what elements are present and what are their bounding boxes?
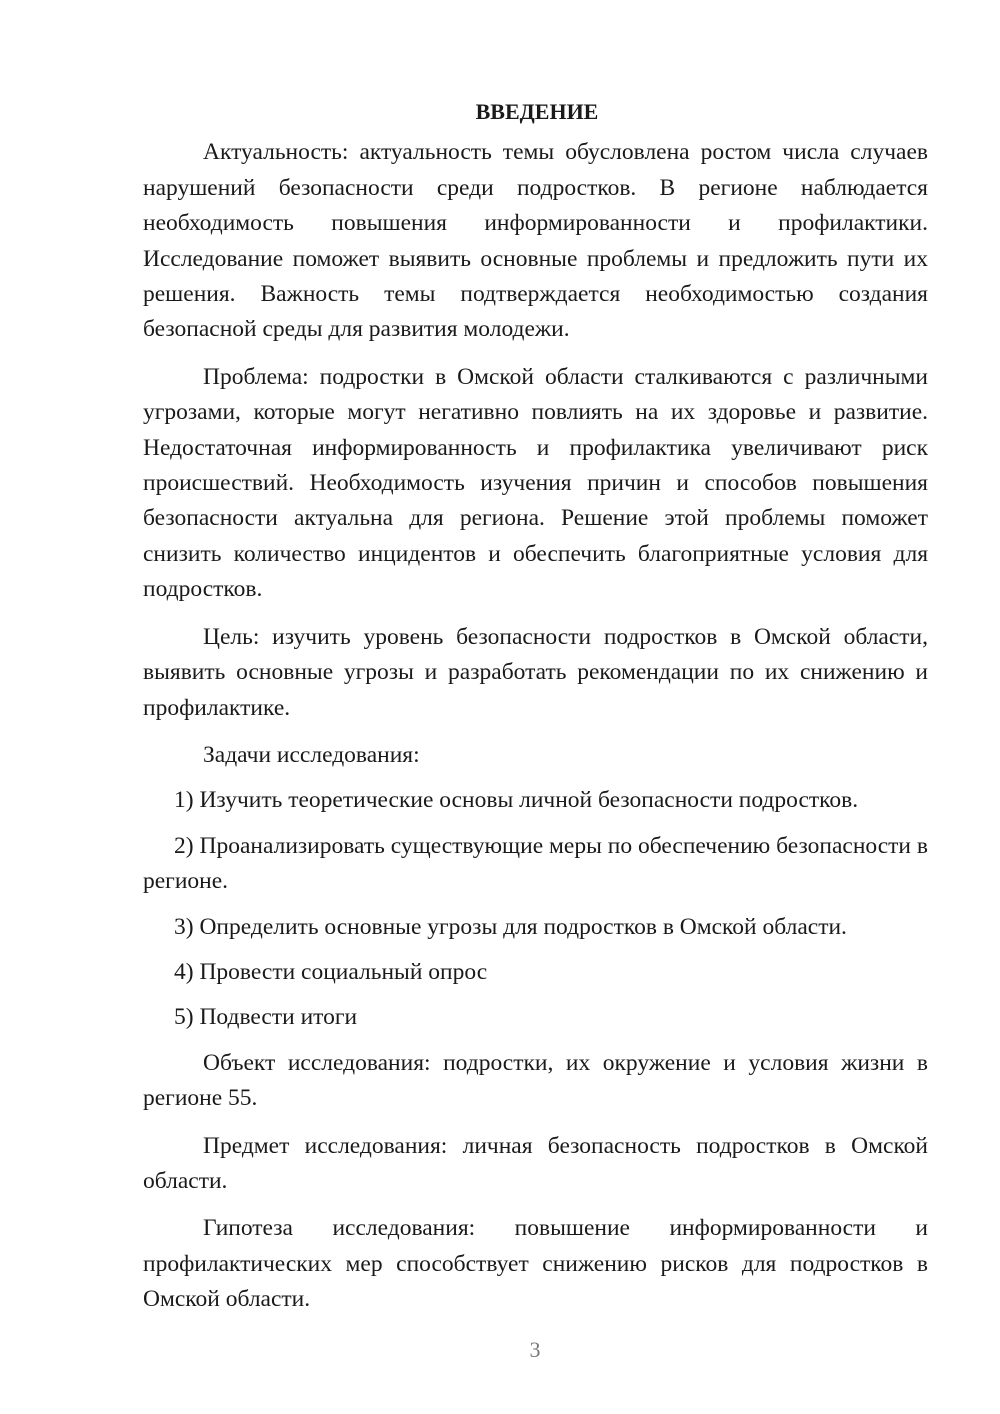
task-item: 5) Подвести итоги xyxy=(174,1004,358,1031)
paragraph-subject: Предмет исследования: личная безопасность подростков в Омской области. xyxy=(143,1132,928,1194)
section-title: ВВЕДЕНИЕ xyxy=(475,99,599,124)
paragraph-object: Объект исследования: подростки, их окружение и условия жизни в регионе 55. xyxy=(143,1049,928,1112)
task-item: 4) Провести социальный опрос xyxy=(174,958,488,985)
page-number: 3 xyxy=(529,1337,541,1362)
tasks-heading: Задачи исследования: xyxy=(203,741,420,768)
paragraph-problem: Проблема: подростки в Омской области сталкиваются с различными угрозами, которые могут негативно повлиять на их здоровье и развитие. Недостаточная информированность и профилактика увеличивают риск происшествий. Необходимость изучения причин и способов повышения безопасности актуальна для региона. Решение этой проблемы поможет снизить количество инцидентов и обеспечить благоприятные условия для подростков. xyxy=(143,363,928,603)
paragraph-relevance: Актуальность: актуальность темы обусловлена ростом числа случаев нарушений безопасности среди подростков. В регионе наблюдается необходимость повышения информированности и профилактики. Исследование поможет выявить основные проблемы и предложить пути их решения. Важность темы подтверждается необходимостью создания безопасной среды для развития молодежи. xyxy=(143,139,928,343)
task-item: 2) Проанализировать существующие меры по обеспечению безопасности в регионе. xyxy=(143,832,928,895)
paragraph-hypothesis: Гипотеза исследования: повышение информированности и профилактических мер способствует снижению рисков для подростков в Омской области. xyxy=(143,1215,928,1313)
tasks-list xyxy=(143,783,928,1035)
paragraph-goal: Цель: изучить уровень безопасности подростков в Омской области, выявить основные угрозы и разработать рекомендации по их снижению и профилактике. xyxy=(143,623,928,721)
task-item: 1) Изучить теоретические основы личной безопасности подростков. xyxy=(174,787,859,814)
task-item: 3) Определить основные угрозы для подростков в Омской области. xyxy=(174,913,847,940)
page-content xyxy=(143,94,928,1330)
